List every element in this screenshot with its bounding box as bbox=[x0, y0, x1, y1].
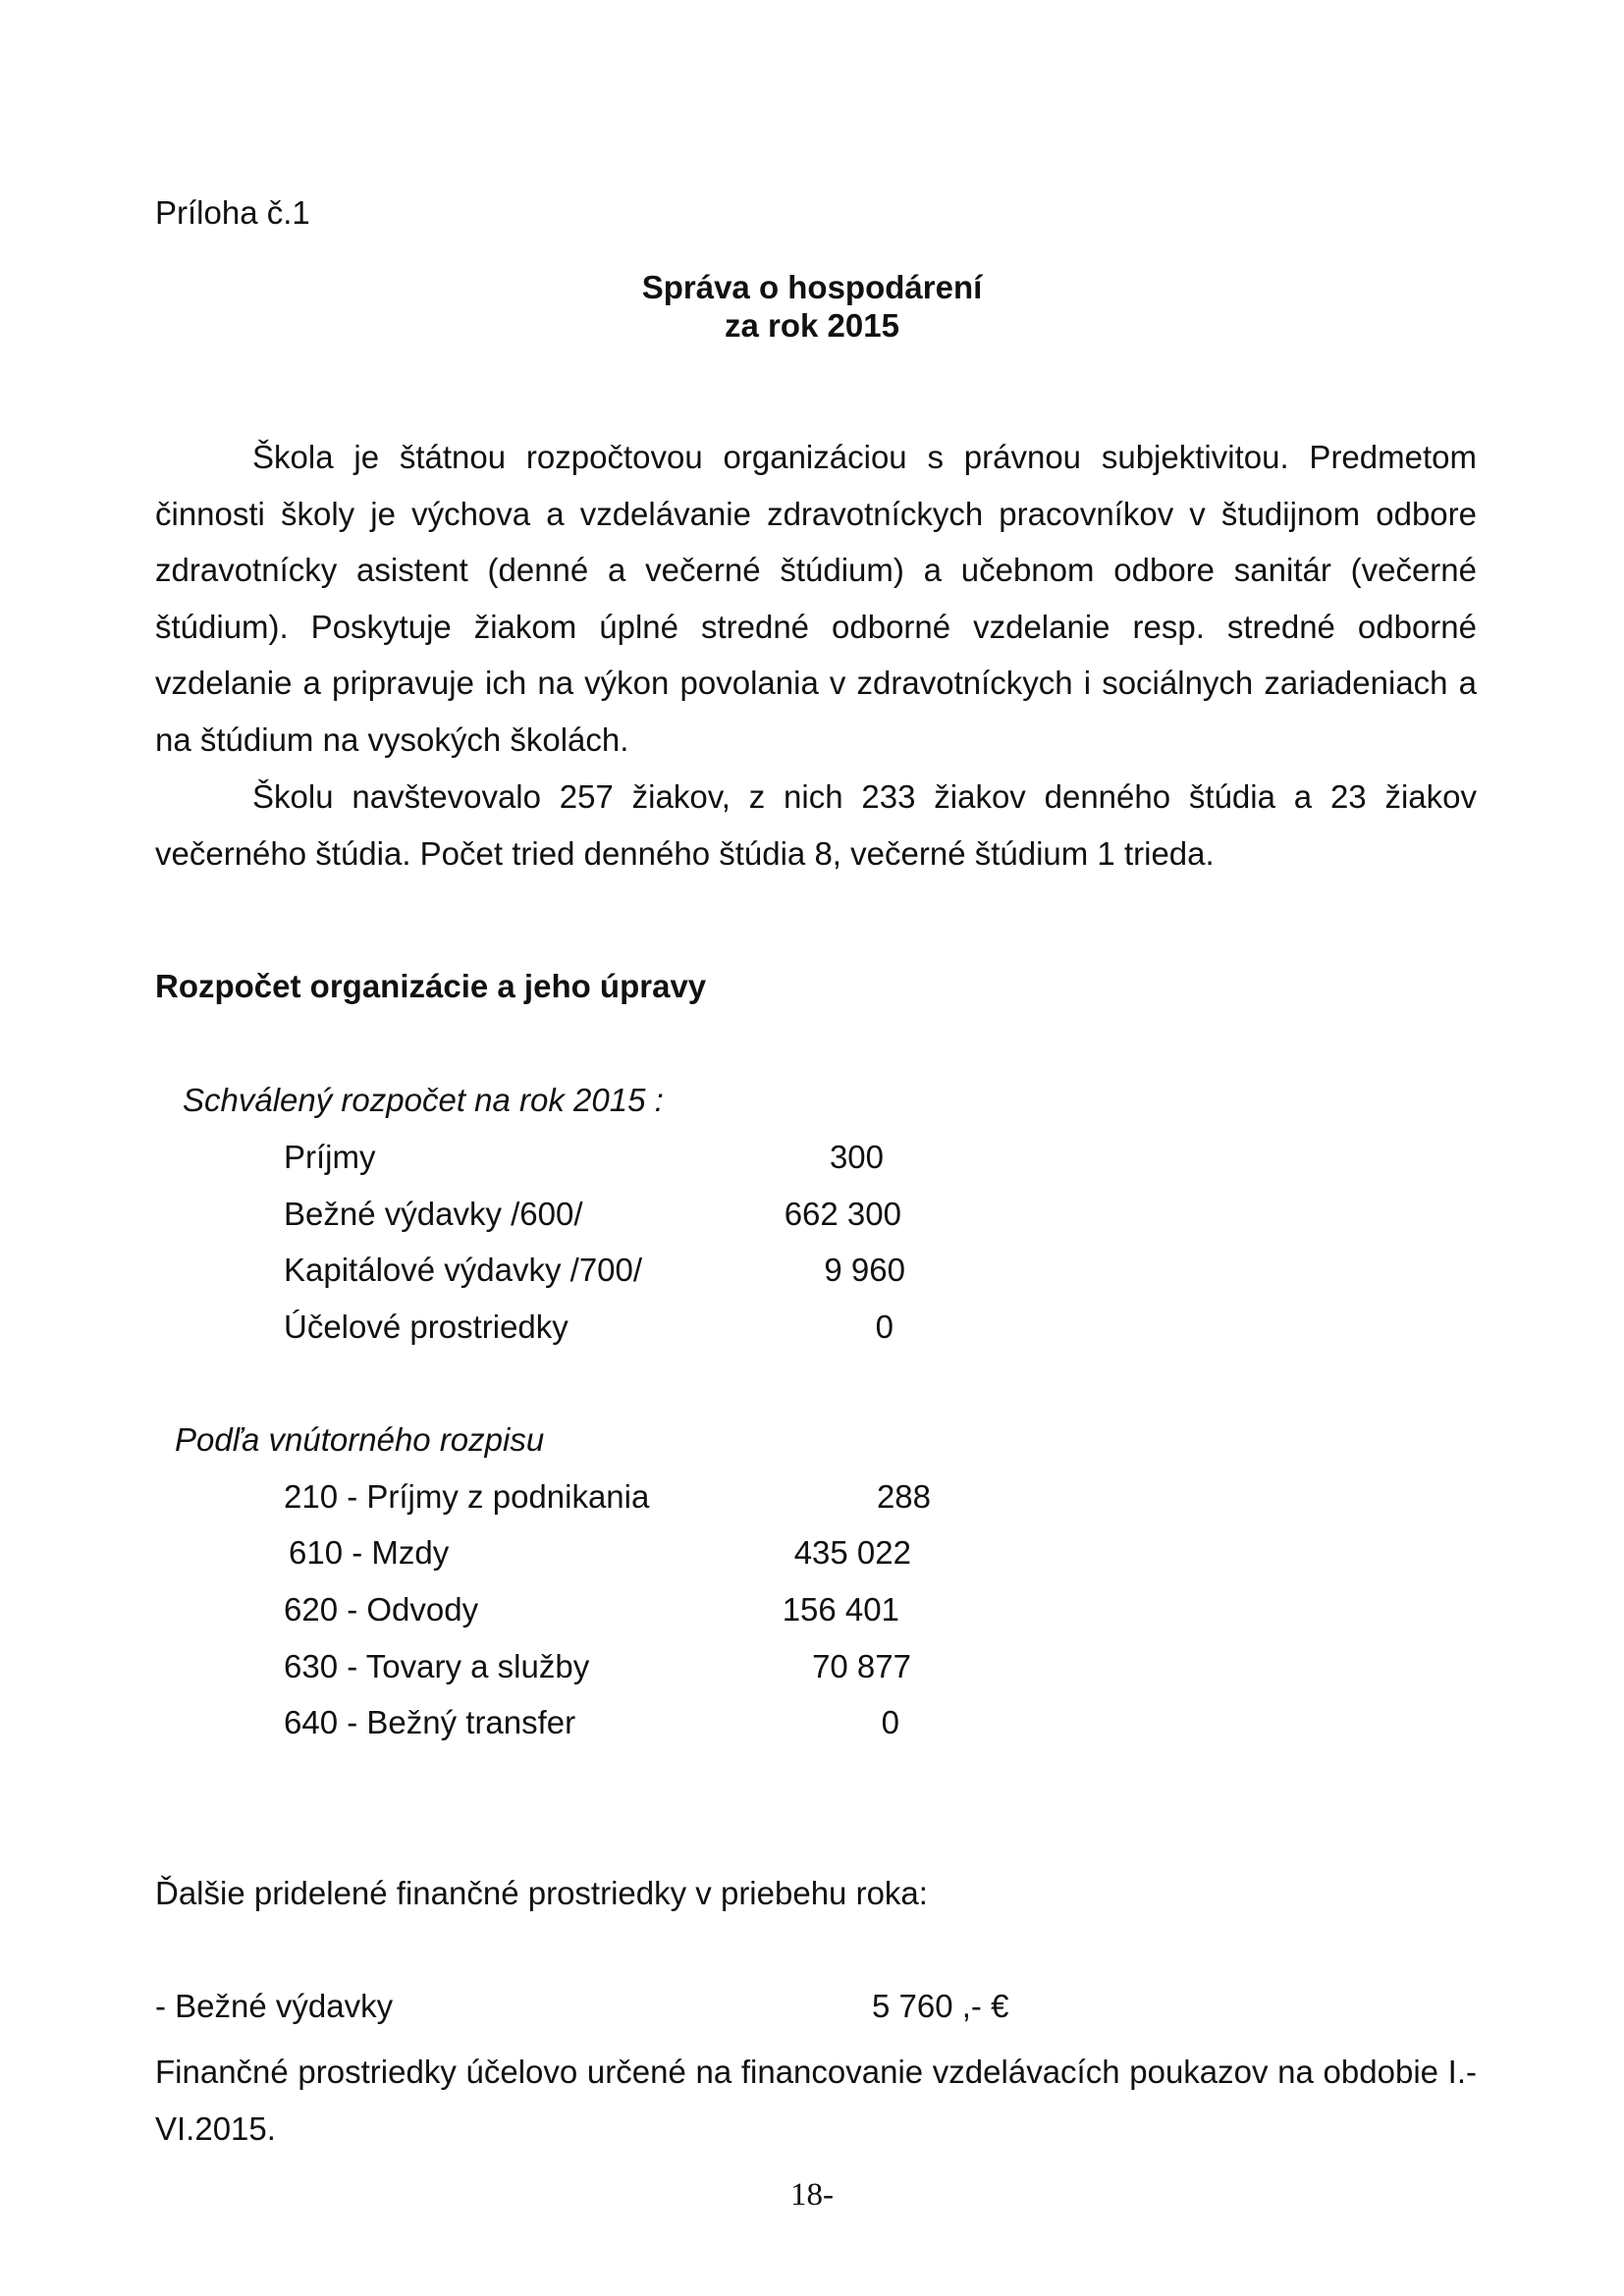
internal-row-label: 640 - Bežný transfer bbox=[284, 1704, 576, 1740]
internal-row-value: 156 401 bbox=[782, 1591, 899, 1628]
approved-row-value: 0 bbox=[875, 1308, 893, 1345]
further-funds-label: - Bežné výdavky bbox=[155, 1988, 394, 2024]
approved-row-label: Účelové prostriedky bbox=[284, 1308, 568, 1345]
further-funds-heading: Ďalšie pridelené finančné prostriedky v priebehu roka: bbox=[155, 1875, 928, 1911]
internal-row-value: 0 bbox=[881, 1704, 899, 1740]
internal-row-value: 435 022 bbox=[793, 1534, 911, 1571]
report-title: Správa o hospodárení bbox=[641, 269, 983, 305]
approved-row-label: Príjmy bbox=[284, 1139, 376, 1175]
internal-breakdown-heading: Podľa vnútorného rozpisu bbox=[175, 1421, 545, 1458]
internal-row-value: 288 bbox=[876, 1478, 931, 1515]
page-number: 18- bbox=[790, 2177, 834, 2213]
approved-budget-heading: Schválený rozpočet na rok 2015 : bbox=[183, 1082, 664, 1118]
internal-row-value: 70 877 bbox=[812, 1648, 911, 1684]
internal-row-label: 210 - Príjmy z podnikania bbox=[284, 1478, 650, 1515]
students-paragraph bbox=[155, 769, 1477, 881]
approved-row-value: 662 300 bbox=[784, 1196, 901, 1232]
internal-row-label: 630 - Tovary a služby bbox=[284, 1648, 590, 1684]
intro-paragraph-text: Škola je štátnou rozpočtovou organizáciou s právnou subjektivitou. Predmetom činnosti školy je výchova a vzdelávanie zdravotníckych pracovníkov v študijnom odbore zdravotnícky asistent (denné a večerné štúdium) a učebnom odbore sanitár (večerné štúdium). Poskytuje žiakom úplné stredné odborné vzdelanie resp. stredné odborné vzdelanie a pripravuje ich na výkon povolania v zdravotníckych i sociálnych zariadeniach a na štúdium na vysokých školách. bbox=[155, 439, 1477, 758]
report-subtitle: za rok 2015 bbox=[725, 307, 899, 344]
intro-paragraph bbox=[155, 429, 1477, 769]
further-funds-value: 5 760 ,- € bbox=[872, 1988, 1009, 2024]
annex-label: Príloha č.1 bbox=[155, 194, 310, 231]
internal-row-label: 610 - Mzdy bbox=[289, 1534, 450, 1571]
further-funds-note: Finančné prostriedky účelovo určené na financovanie vzdelávacích poukazov na obdobie I.-VI.2015. bbox=[155, 2054, 1477, 2147]
approved-row-label: Bežné výdavky /600/ bbox=[284, 1196, 583, 1232]
students-paragraph-text: Školu navštevovalo 257 žiakov, z nich 233 žiakov denného štúdia a 23 žiakov večerného štúdia. Počet tried denného štúdia 8, večerné štúdium 1 trieda. bbox=[155, 778, 1477, 872]
internal-row-label: 620 - Odvody bbox=[284, 1591, 479, 1628]
approved-row-value: 300 bbox=[829, 1139, 884, 1175]
approved-row-value: 9 960 bbox=[824, 1252, 905, 1288]
approved-row-label: Kapitálové výdavky /700/ bbox=[284, 1252, 643, 1288]
budget-section-heading: Rozpočet organizácie a jeho úpravy bbox=[155, 968, 707, 1004]
